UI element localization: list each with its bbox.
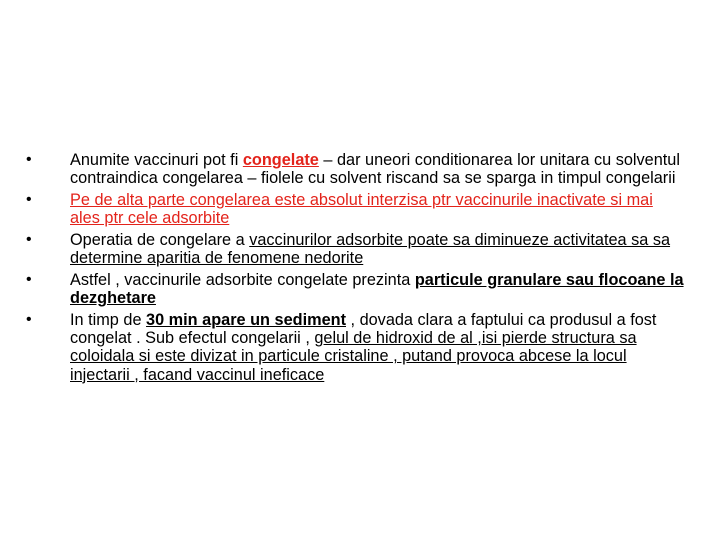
- text-run: Anumite vaccinuri pot fi: [70, 151, 243, 169]
- bullet-dot-icon: •: [26, 231, 32, 248]
- text-run: Operatia de congelare a: [70, 231, 250, 249]
- text-run: , dovada clara a faptului ca produsul a fost congelat . Sub efectul congelarii ,: [70, 311, 657, 348]
- highlight-interzisa: Pe de alta parte congelarea este absolut interzisa ptr vaccinurile inactivate si mai ales ptr cele adsorbite: [70, 191, 653, 228]
- bullet-dot-icon: •: [26, 191, 32, 208]
- list-item: [26, 231, 686, 267]
- bullet-text: [70, 191, 653, 227]
- bullet-text: [70, 271, 684, 307]
- bullet-text: [70, 231, 670, 267]
- list-item: [26, 271, 686, 307]
- bullet-dot-icon: •: [26, 151, 32, 168]
- text-run: – dar uneori conditionarea lor unitara cu solventul contraindica congelarea – fiolele cu solvent riscand sa se sparga in timpul congelarii: [70, 151, 680, 188]
- bullet-text: [70, 151, 680, 187]
- bullet-list: [26, 151, 686, 387]
- text-run: Astfel , vaccinurile adsorbite congelate prezinta: [70, 271, 415, 289]
- bullet-dot-icon: •: [26, 311, 32, 328]
- highlight-congelate: congelate: [242, 151, 319, 169]
- highlight-sediment: 30 min apare un sediment: [146, 311, 346, 329]
- highlight-particule: particule granulare sau flocoane la dezghetare: [70, 271, 684, 308]
- bullet-text: [70, 311, 656, 384]
- list-item: [26, 311, 686, 384]
- underlined-run: vaccinurilor adsorbite poate sa diminueze activitatea sa sa determine aparitia de fenomene nedorite: [70, 231, 671, 268]
- bullet-dot-icon: •: [26, 271, 32, 288]
- underlined-run: gelul de hidroxid de al ,isi pierde structura sa coloidala si este divizat in particule cristaline , putand provoca abcese la locul injectarii , facand vaccinul ineficace: [70, 329, 637, 384]
- text-run: In timp de: [70, 311, 147, 329]
- list-item: [26, 191, 686, 227]
- list-item: [26, 151, 686, 187]
